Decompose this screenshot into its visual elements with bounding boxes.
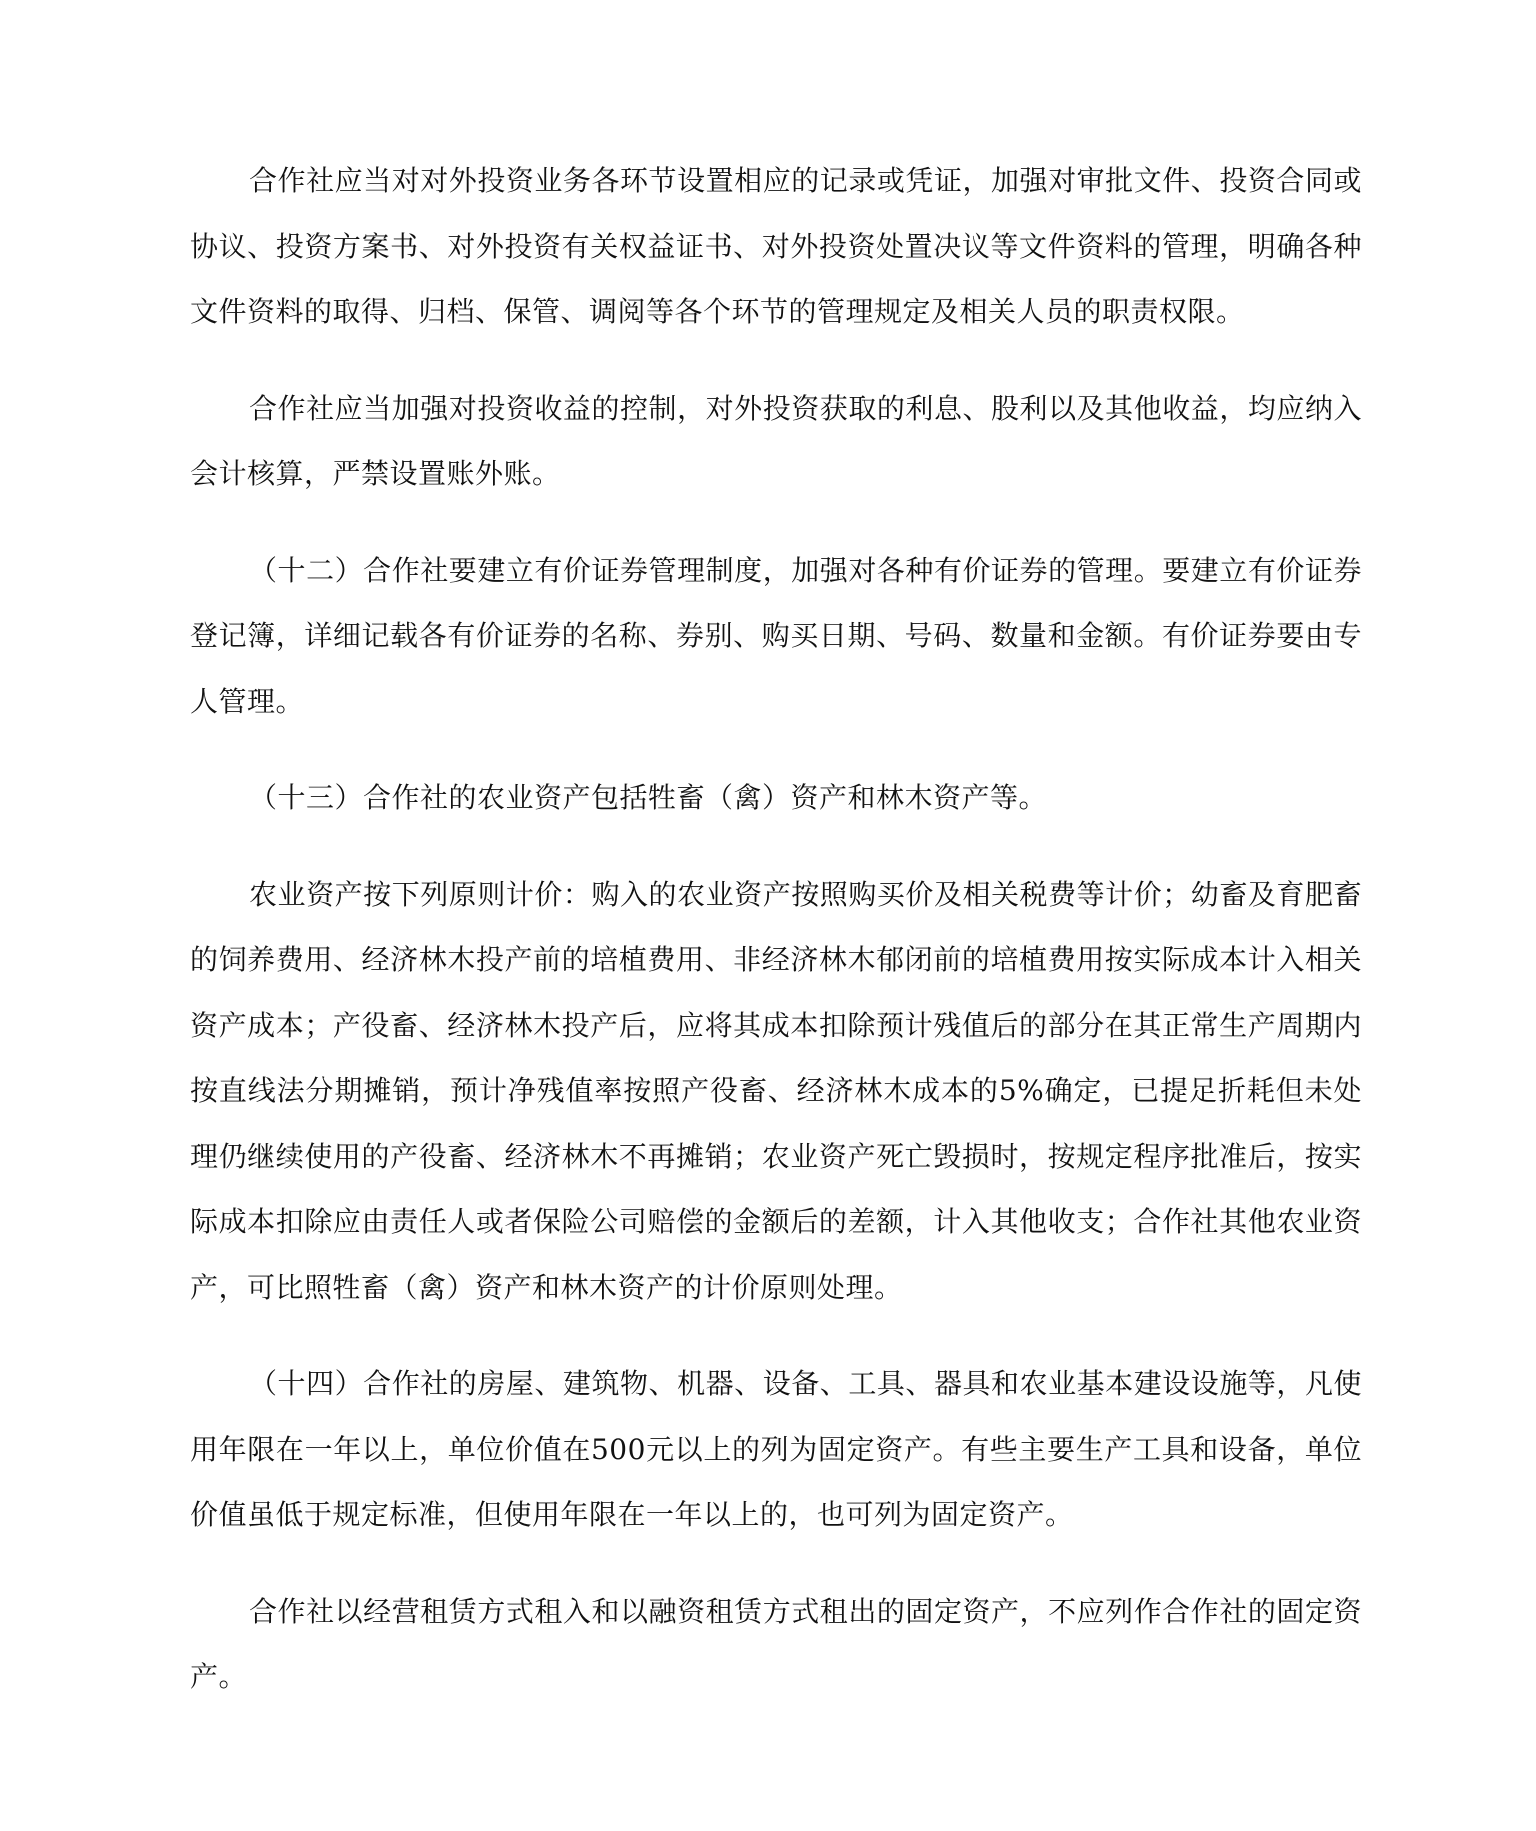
- paragraph-fixed-assets: （十四）合作社的房屋、建筑物、机器、设备、工具、器具和农业基本建设设施等，凡使用年限在一年以上，单位价值在500元以上的列为固定资产。有些主要生产工具和设备，单位价值虽低于规定标准，但使用年限在一年以上的，也可列为固定资产。: [190, 1367, 1362, 1531]
- paragraph-agricultural-assets: （十三）合作社的农业资产包括牲畜（禽）资产和林木资产等。: [249, 781, 1048, 814]
- paragraph-leased-assets: 合作社以经营租赁方式租入和以融资租赁方式租出的固定资产，不应列作合作社的固定资产。: [190, 1594, 1362, 1693]
- paragraph-investment-records: 合作社应当对对外投资业务各环节设置相应的记录或凭证，加强对审批文件、投资合同或协议、投资方案书、对外投资有关权益证书、对外投资处置决议等文件资料的管理，明确各种文件资料的取得、归档、保管、调阅等各个环节的管理规定及相关人员的职责权限。: [190, 164, 1362, 328]
- paragraph-agricultural-valuation: 农业资产按下列原则计价：购入的农业资产按照购买价及相关税费等计价；幼畜及育肥畜的饲养费用、经济林木投产前的培植费用、非经济林木郁闭前的培植费用按实际成本计入相关资产成本；产役畜、经济林木投产后，应将其成本扣除预计残值后的部分在其正常生产周期内按直线法分期摊销，预计净残值率按照产役畜、经济林木成本的5%确定，已提足折耗但未处理仍继续使用的产役畜、经济林木不再摊销；农业资产死亡毁损时，按规定程序批准后，按实际成本扣除应由责任人或者保险公司赔偿的金额后的差额，计入其他收支；合作社其他农业资产，可比照牲畜（禽）资产和林木资产的计价原则处理。: [190, 877, 1362, 1304]
- paragraph-investment-income: 合作社应当加强对投资收益的控制，对外投资获取的利息、股利以及其他收益，均应纳入会计核算，严禁设置账外账。: [190, 391, 1362, 490]
- paragraph-securities-management: （十二）合作社要建立有价证券管理制度，加强对各种有价证券的管理。要建立有价证券登记簿，详细记载各有价证券的名称、券别、购买日期、号码、数量和金额。有价证券要由专人管理。: [190, 553, 1362, 718]
- document-body: [190, 148, 1362, 1741]
